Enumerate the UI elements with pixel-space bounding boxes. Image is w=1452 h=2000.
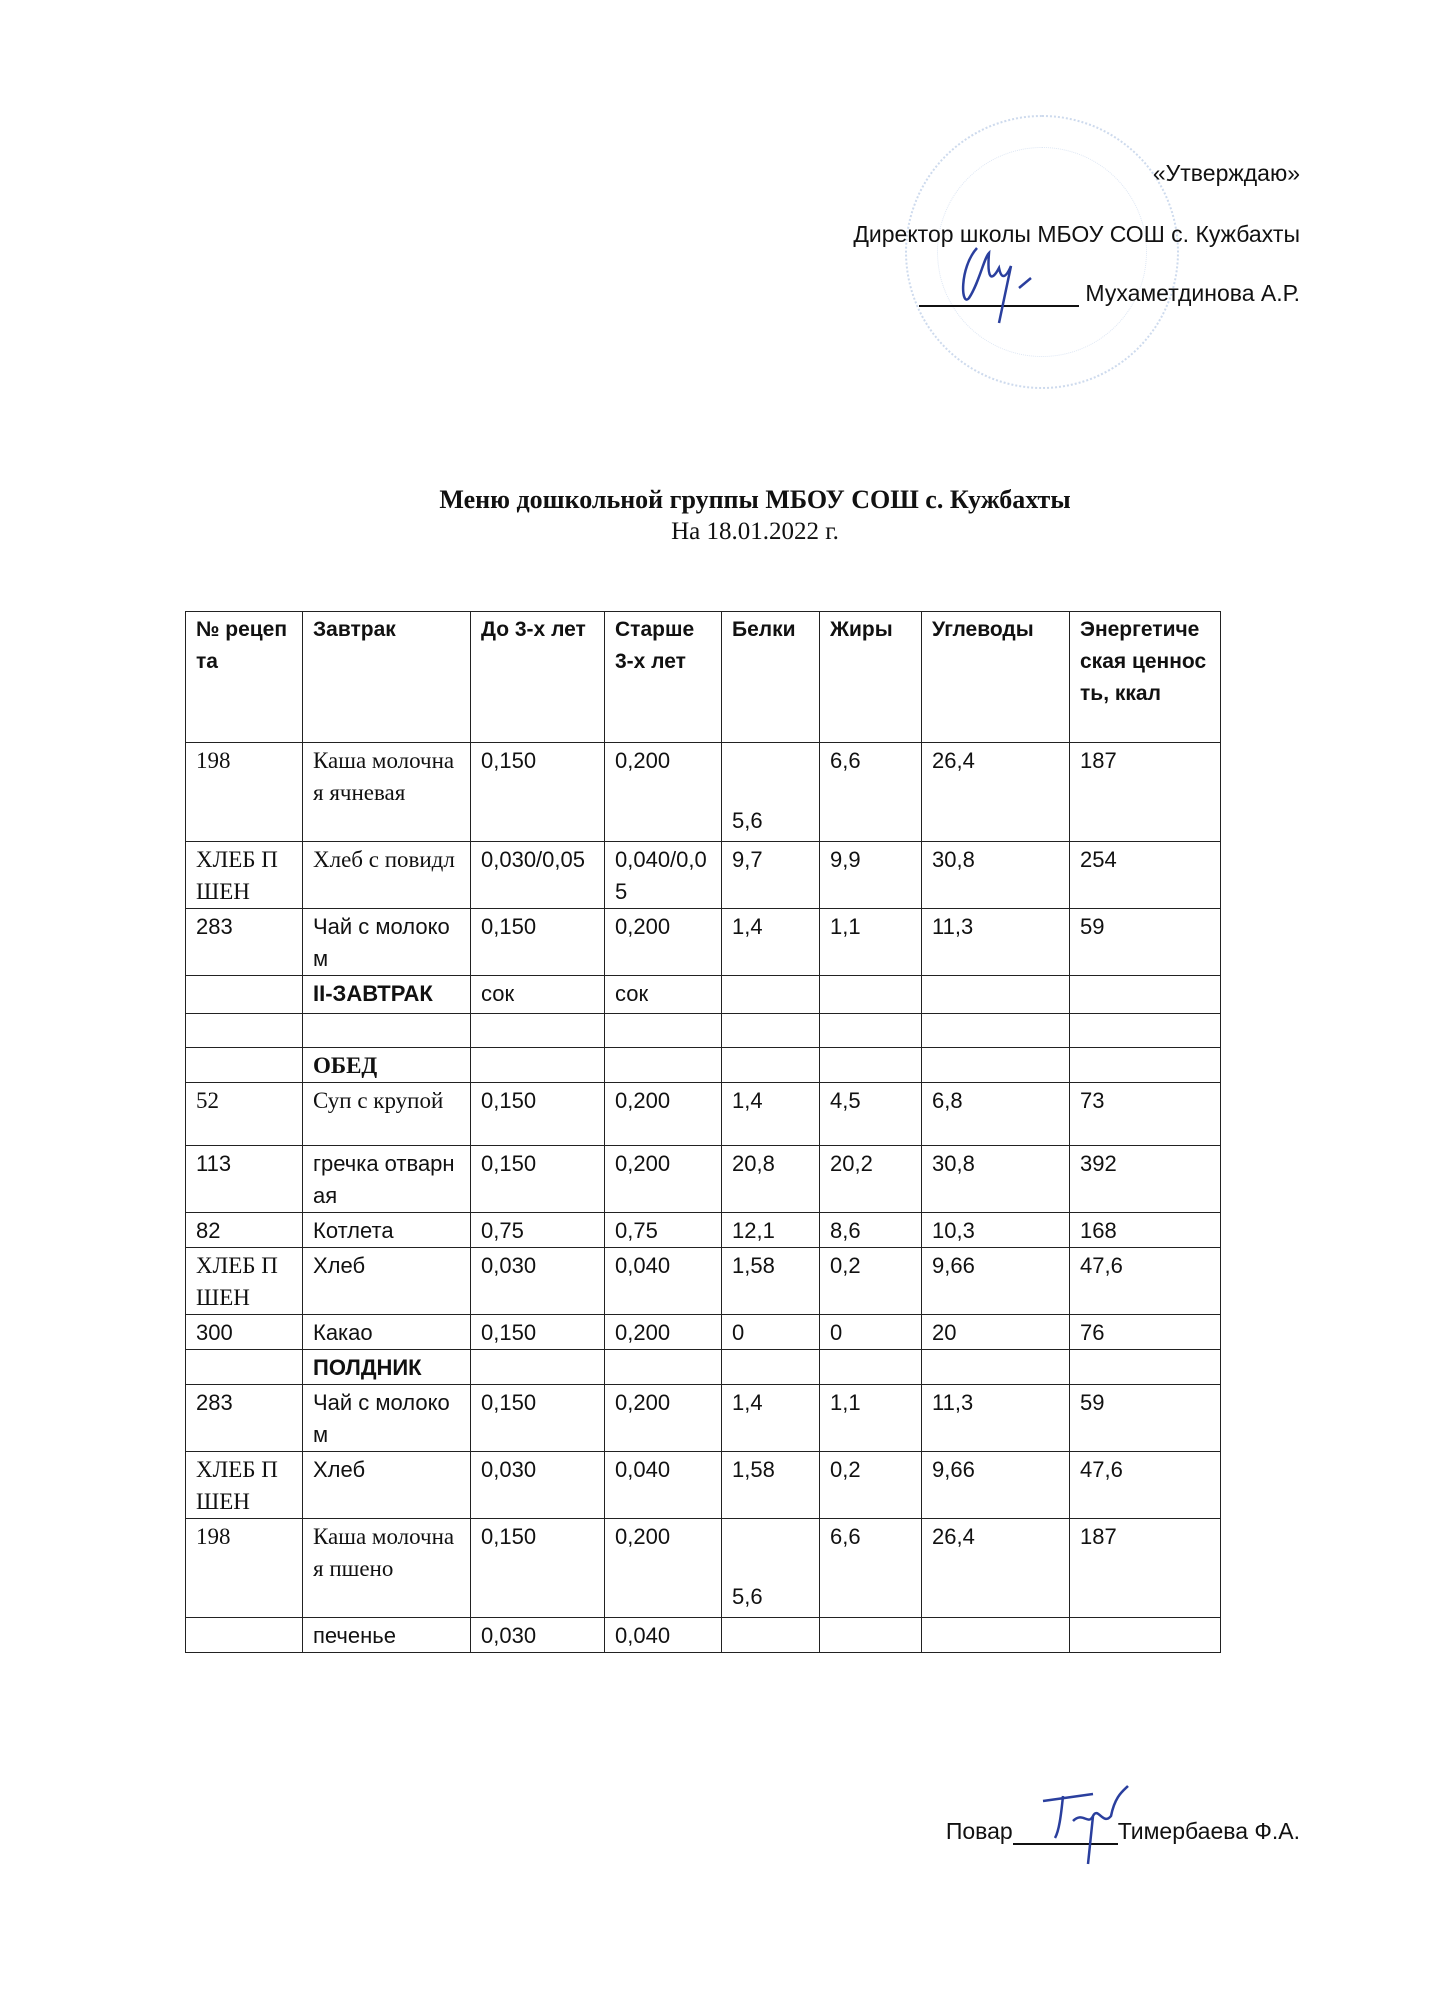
cell-over-3 [605,1048,722,1083]
cell-recipe-number: 82 [186,1213,303,1248]
cell-recipe-number: ХЛЕБ ПШЕН [186,1248,303,1315]
cell-meal: ПОЛДНИК [303,1350,471,1385]
cell-proteins: 1,4 [722,1385,820,1452]
cell-recipe-number: 283 [186,909,303,976]
cell-over-3 [605,1014,722,1048]
cell-proteins: 5,6 [722,743,820,842]
cell-meal [303,1014,471,1048]
cell-proteins [722,1350,820,1385]
cell-proteins [722,1014,820,1048]
column-header-energy: Энергетическая ценность, ккал [1070,612,1221,743]
table-row [186,976,1221,1014]
cell-over-3: 0,200 [605,1146,722,1213]
cell-carbs [922,1014,1070,1048]
cell-proteins [722,1618,820,1653]
cell-energy: 76 [1070,1315,1221,1350]
table-row [186,909,1221,976]
column-header-under-3: До 3-х лет [471,612,605,743]
cell-proteins: 1,4 [722,1083,820,1146]
cell-under-3: 0,150 [471,909,605,976]
cell-energy [1070,1014,1221,1048]
cell-meal: Каша молочная пшено [303,1519,471,1618]
cell-recipe-number [186,976,303,1014]
cell-meal: II-ЗАВТРАК [303,976,471,1014]
cell-carbs: 9,66 [922,1452,1070,1519]
cell-recipe-number: ХЛЕБ ПШЕН [186,1452,303,1519]
cell-under-3: 0,150 [471,1385,605,1452]
cell-meal: печенье [303,1618,471,1653]
cell-over-3: 0,040 [605,1248,722,1315]
cell-fats: 0 [820,1315,922,1350]
cell-recipe-number: 283 [186,1385,303,1452]
cell-fats [820,1618,922,1653]
cell-carbs: 26,4 [922,1519,1070,1618]
cell-under-3: 0,150 [471,1519,605,1618]
cell-carbs: 30,8 [922,1146,1070,1213]
cell-recipe-number: 198 [186,743,303,842]
cell-under-3: 0,150 [471,1083,605,1146]
cell-meal: Каша молочная ячневая [303,743,471,842]
cell-proteins [722,1048,820,1083]
cell-proteins [722,976,820,1014]
cell-under-3: 0,030 [471,1618,605,1653]
cell-meal: Хлеб [303,1248,471,1315]
cell-proteins: 1,58 [722,1248,820,1315]
cell-carbs: 20 [922,1315,1070,1350]
cell-fats: 0,2 [820,1452,922,1519]
cell-energy: 392 [1070,1146,1221,1213]
cell-carbs [922,1618,1070,1653]
cell-fats: 20,2 [820,1146,922,1213]
cell-fats [820,976,922,1014]
cell-energy: 168 [1070,1213,1221,1248]
cell-carbs: 26,4 [922,743,1070,842]
cell-proteins: 20,8 [722,1146,820,1213]
cell-energy [1070,1350,1221,1385]
cell-proteins: 9,7 [722,842,820,909]
cell-recipe-number: 52 [186,1083,303,1146]
cell-meal: Чай с молоком [303,909,471,976]
cell-carbs: 11,3 [922,1385,1070,1452]
column-header-recipe-number: № рецепта [186,612,303,743]
cell-energy: 59 [1070,1385,1221,1452]
cell-fats [820,1048,922,1083]
cell-carbs: 10,3 [922,1213,1070,1248]
cell-carbs [922,1048,1070,1083]
cell-carbs: 11,3 [922,909,1070,976]
approval-label: «Утверждаю» [1152,160,1300,186]
cell-proteins: 12,1 [722,1213,820,1248]
table-row [186,1248,1221,1315]
cell-under-3: 0,150 [471,1146,605,1213]
cell-energy: 59 [1070,909,1221,976]
column-header-proteins: Белки [722,612,820,743]
table-row [186,1385,1221,1452]
cell-over-3: 0,200 [605,743,722,842]
cell-under-3 [471,1048,605,1083]
table-row [186,1048,1221,1083]
menu-table [185,611,1221,1653]
table-row [186,1618,1221,1653]
cell-recipe-number [186,1350,303,1385]
table-header-row [186,612,1221,743]
cell-proteins: 1,4 [722,909,820,976]
director-signature [919,283,1079,307]
cell-fats [820,1014,922,1048]
cell-under-3: 0,030 [471,1248,605,1315]
cell-meal: ОБЕД [303,1048,471,1083]
cell-carbs: 30,8 [922,842,1070,909]
table-row [186,1519,1221,1618]
cell-energy: 73 [1070,1083,1221,1146]
page-title: Меню дошкольной группы МБОУ СОШ с. Кужбахты [439,485,1071,514]
column-header-over-3: Старше 3-х лет [605,612,722,743]
cell-meal: Котлета [303,1213,471,1248]
column-header-meal: Завтрак [303,612,471,743]
cook-signature [1013,1821,1118,1845]
cell-over-3: 0,200 [605,1519,722,1618]
cell-recipe-number [186,1048,303,1083]
cell-fats: 1,1 [820,1385,922,1452]
cell-carbs [922,976,1070,1014]
cell-over-3: 0,200 [605,1083,722,1146]
date-line: На 18.01.2022 г. [671,518,839,545]
cell-recipe-number [186,1014,303,1048]
cell-under-3: сок [471,976,605,1014]
table-row [186,1213,1221,1248]
table-row [186,1014,1221,1048]
cell-under-3: 0,030/0,05 [471,842,605,909]
cell-energy: 254 [1070,842,1221,909]
cell-over-3: 0,200 [605,1385,722,1452]
cell-proteins: 1,58 [722,1452,820,1519]
cell-fats: 8,6 [820,1213,922,1248]
cell-proteins: 5,6 [722,1519,820,1618]
table-row [186,1452,1221,1519]
cell-meal: Суп с крупой [303,1083,471,1146]
cell-energy [1070,976,1221,1014]
table-row [186,1315,1221,1350]
table-row [186,743,1221,842]
cell-over-3: 0,75 [605,1213,722,1248]
table-row [186,842,1221,909]
cell-meal: гречка отварная [303,1146,471,1213]
cell-fats: 1,1 [820,909,922,976]
cell-meal: Чай с молоком [303,1385,471,1452]
cell-recipe-number: ХЛЕБ ПШЕН [186,842,303,909]
cell-energy: 187 [1070,1519,1221,1618]
cell-over-3: 0,040 [605,1618,722,1653]
table-row [186,1083,1221,1146]
cell-under-3 [471,1350,605,1385]
cell-fats: 6,6 [820,743,922,842]
cell-under-3 [471,1014,605,1048]
table-row [186,1350,1221,1385]
cell-recipe-number: 300 [186,1315,303,1350]
cell-recipe-number: 113 [186,1146,303,1213]
cook-label: Повар [945,1818,1013,1844]
cell-under-3: 0,75 [471,1213,605,1248]
cell-energy: 187 [1070,743,1221,842]
cell-carbs: 6,8 [922,1083,1070,1146]
cell-fats: 4,5 [820,1083,922,1146]
column-header-carbs: Углеводы [922,612,1070,743]
cell-carbs: 9,66 [922,1248,1070,1315]
cell-under-3: 0,150 [471,743,605,842]
cell-over-3: 0,040/0,05 [605,842,722,909]
director-name: Мухаметдинова А.Р. [1085,280,1300,306]
cell-proteins: 0 [722,1315,820,1350]
cell-energy: 47,6 [1070,1248,1221,1315]
table-row [186,1146,1221,1213]
cell-fats: 0,2 [820,1248,922,1315]
cell-over-3: 0,200 [605,1315,722,1350]
approval-signature-line [919,280,1300,307]
cell-meal: Какао [303,1315,471,1350]
cell-energy [1070,1048,1221,1083]
cell-over-3: сок [605,976,722,1014]
cell-under-3: 0,030 [471,1452,605,1519]
cell-over-3 [605,1350,722,1385]
cook-signature-block [946,1818,1300,1845]
column-header-fats: Жиры [820,612,922,743]
cell-fats: 6,6 [820,1519,922,1618]
cell-fats [820,1350,922,1385]
cell-meal: Хлеб [303,1452,471,1519]
cell-over-3: 0,040 [605,1452,722,1519]
cell-meal: Хлеб с повидл [303,842,471,909]
cell-under-3: 0,150 [471,1315,605,1350]
cell-energy: 47,6 [1070,1452,1221,1519]
cell-carbs [922,1350,1070,1385]
cell-energy [1070,1618,1221,1653]
approval-position: Директор школы МБОУ СОШ с. Кужбахты [853,221,1300,247]
cell-recipe-number [186,1618,303,1653]
cell-over-3: 0,200 [605,909,722,976]
cook-name: Тимербаева Ф.А. [1117,1818,1300,1844]
cell-fats: 9,9 [820,842,922,909]
cell-recipe-number: 198 [186,1519,303,1618]
